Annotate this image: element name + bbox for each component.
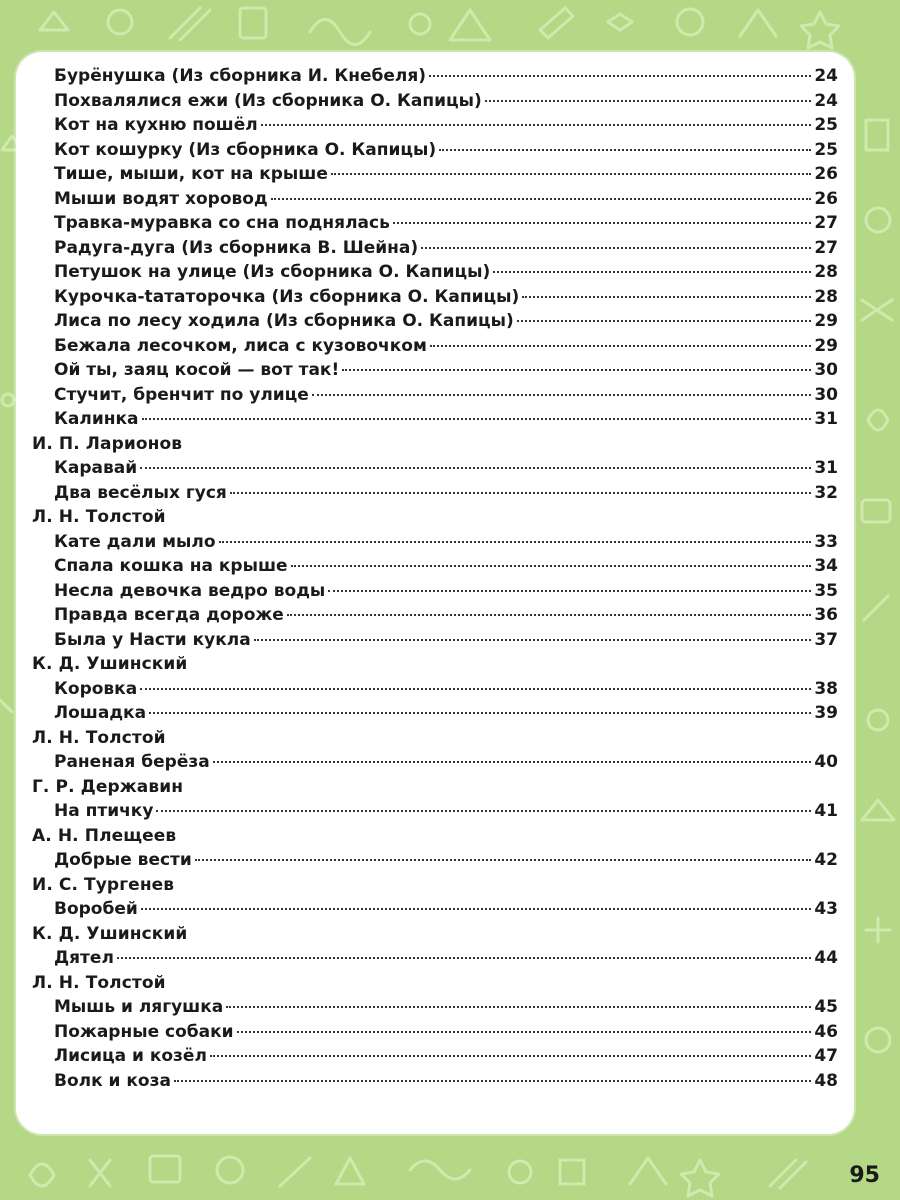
- toc-entry: [32, 164, 838, 189]
- toc-entry-title: Мышь и лягушка: [54, 997, 224, 1017]
- toc-entry-title: Лиса по лесу ходила (Из сборника О. Капицы): [54, 311, 514, 331]
- toc-entry-title: Бежала лесочком, лиса с кузовочком: [54, 335, 427, 356]
- toc-author-heading: [32, 434, 838, 459]
- toc-entry-page: 45: [814, 997, 838, 1017]
- toc-dot-leader: [195, 859, 812, 861]
- toc-entry: [32, 703, 838, 728]
- toc-entry: [32, 630, 838, 655]
- toc-author-name: К. Д. Ушинский: [32, 654, 188, 674]
- toc-entry: [32, 91, 838, 116]
- toc-entry-title: Была у Насти кукла: [54, 629, 251, 650]
- toc-entry-title: Кате дали мыло: [54, 531, 216, 552]
- toc-entry-page: 30: [814, 360, 838, 380]
- toc-entry-page: 36: [814, 605, 838, 625]
- toc-dot-leader: [142, 418, 812, 420]
- toc-dot-leader: [156, 810, 811, 812]
- toc-entry: [32, 66, 838, 91]
- toc-dot-leader: [271, 198, 812, 200]
- toc-entry-title: Кот кошурку (Из сборника О. Капицы): [54, 139, 437, 160]
- toc-dot-leader: [312, 394, 812, 396]
- toc-entry-title: Ой ты, заяц косой — вот так!: [54, 360, 340, 380]
- toc-dot-leader: [331, 173, 811, 175]
- toc-entry: [32, 801, 838, 826]
- toc-entry-title: Волк и коза: [54, 1070, 171, 1091]
- toc-entry-page: 46: [814, 1021, 838, 1042]
- toc-entry-title: Лошадка: [54, 703, 147, 723]
- toc-entry-page: 25: [814, 139, 838, 160]
- toc-entry-title: Добрые вести: [54, 850, 192, 870]
- toc-entry-title: Спала кошка на крыше: [54, 556, 288, 576]
- toc-entry: [32, 532, 838, 557]
- toc-author-heading: [32, 826, 838, 851]
- toc-entry: [32, 1046, 838, 1071]
- toc-entry-title: Радуга-дуга (Из сборника В. Шейна): [54, 237, 419, 258]
- toc-entry-title: Правда всегда дороже: [54, 605, 284, 625]
- toc-dot-leader: [230, 492, 811, 494]
- toc-author-name: Л. Н. Толстой: [32, 727, 166, 748]
- toc-dot-leader: [117, 957, 811, 959]
- toc-entry: [32, 997, 838, 1022]
- toc-entry: [32, 581, 838, 606]
- toc-dot-leader: [149, 712, 811, 714]
- toc-entry-page: 47: [814, 1046, 838, 1066]
- toc-dot-leader: [429, 75, 811, 77]
- toc-entry-page: 27: [814, 237, 838, 258]
- toc-entry: [32, 287, 838, 312]
- toc-entry-title: Раненая берёза: [54, 752, 210, 772]
- toc-dot-leader: [254, 639, 812, 641]
- toc-entry-page: 27: [814, 213, 838, 233]
- toc-entry: [32, 360, 838, 385]
- toc-dot-leader: [210, 1055, 811, 1057]
- toc-entry-title: Несла девочка ведро воды: [54, 580, 326, 601]
- toc-entry-title: Стучит, бренчит по улице: [54, 384, 309, 405]
- toc-entry: [32, 311, 838, 336]
- toc-dot-leader: [485, 100, 812, 102]
- toc-entry-page: 33: [814, 531, 838, 552]
- toc-dot-leader: [140, 688, 811, 690]
- toc-entry: [32, 899, 838, 924]
- toc-dot-leader: [522, 296, 811, 298]
- toc-dot-leader: [237, 1031, 812, 1033]
- toc-entry-page: 35: [814, 580, 838, 601]
- toc-entry-page: 43: [814, 899, 838, 919]
- toc-entry-title: Дятел: [54, 948, 114, 968]
- toc-entry: [32, 752, 838, 777]
- toc-entry-title: На птичку: [54, 801, 154, 821]
- toc-author-name: А. Н. Плещеев: [32, 825, 177, 846]
- toc-dot-leader: [430, 345, 811, 347]
- toc-entry-title: Курочка-tататорочка (Из сборника О. Капицы): [54, 286, 520, 307]
- toc-entry-page: 37: [814, 629, 838, 650]
- toc-dot-leader: [174, 1080, 811, 1082]
- toc-entry-page: 24: [814, 90, 838, 111]
- toc-entry-page: 28: [814, 286, 838, 307]
- toc-dot-leader: [517, 320, 812, 322]
- toc-entry-title: Кот на кухню пошёл: [54, 115, 258, 135]
- toc-entry: [32, 850, 838, 875]
- toc-entry: [32, 1022, 838, 1047]
- toc-entry-page: 34: [814, 556, 838, 576]
- table-of-contents: [32, 66, 838, 1095]
- toc-dot-leader: [439, 149, 811, 151]
- toc-entry-title: Мыши водят хоровод: [54, 188, 268, 209]
- toc-entry: [32, 262, 838, 287]
- toc-entry-title: Похвалялися ежи (Из сборника О. Капицы): [54, 90, 482, 111]
- toc-entry: [32, 140, 838, 165]
- toc-entry-page: 41: [814, 801, 838, 821]
- toc-author-heading: [32, 875, 838, 900]
- toc-entry-page: 31: [814, 409, 838, 429]
- toc-entry: [32, 458, 838, 483]
- page-number: 95: [849, 1163, 880, 1188]
- toc-entry-page: 40: [814, 752, 838, 772]
- toc-entry-title: Петушок на улице (Из сборника О. Капицы): [54, 262, 491, 282]
- toc-entry-title: Коровка: [54, 678, 138, 699]
- toc-dot-leader: [291, 565, 812, 567]
- toc-entry-page: 24: [814, 66, 838, 86]
- toc-entry: [32, 189, 838, 214]
- toc-dot-leader: [493, 271, 811, 273]
- toc-entry-page: 39: [814, 703, 838, 723]
- toc-author-name: К. Д. Ушинский: [32, 923, 188, 944]
- toc-entry: [32, 483, 838, 508]
- toc-entry: [32, 409, 838, 434]
- toc-author-heading: [32, 507, 838, 532]
- toc-entry-page: 28: [814, 262, 838, 282]
- toc-entry-title: Два весёлых гуся: [54, 482, 227, 503]
- toc-dot-leader: [287, 614, 812, 616]
- toc-author-heading: [32, 973, 838, 998]
- toc-dot-leader: [141, 908, 812, 910]
- toc-entry: [32, 679, 838, 704]
- toc-entry-title: Воробей: [54, 899, 138, 919]
- toc-author-name: И. П. Ларионов: [32, 433, 183, 454]
- toc-dot-leader: [328, 590, 811, 592]
- toc-entry-title: Пожарные собаки: [54, 1021, 234, 1042]
- toc-entry-title: Тише, мыши, кот на крыше: [54, 164, 328, 184]
- toc-author-heading: [32, 924, 838, 949]
- toc-entry: [32, 605, 838, 630]
- toc-entry: [32, 213, 838, 238]
- toc-entry-page: 30: [814, 384, 838, 405]
- toc-dot-leader: [226, 1006, 811, 1008]
- toc-author-name: Л. Н. Толстой: [32, 972, 166, 993]
- toc-author-heading: [32, 654, 838, 679]
- toc-entry-title: Травка-муравка со сна поднялась: [54, 213, 390, 233]
- toc-author-name: И. С. Тургенев: [32, 874, 175, 895]
- toc-author-name: Л. Н. Толстой: [32, 507, 166, 527]
- toc-entry: [32, 556, 838, 581]
- toc-dot-leader: [219, 541, 812, 543]
- toc-entry-page: 25: [814, 115, 838, 135]
- toc-entry-title: Бурёнушка (Из сборника И. Кнебеля): [54, 66, 427, 86]
- toc-author-name: Г. Р. Державин: [32, 776, 184, 797]
- toc-entry: [32, 115, 838, 140]
- toc-entry-page: 32: [814, 482, 838, 503]
- toc-dot-leader: [261, 124, 812, 126]
- toc-author-heading: [32, 777, 838, 802]
- toc-entry: [32, 336, 838, 361]
- toc-entry-page: 38: [814, 678, 838, 699]
- toc-dot-leader: [342, 369, 811, 371]
- toc-entry-page: 26: [814, 188, 838, 209]
- toc-dot-leader: [421, 247, 811, 249]
- toc-entry-page: 31: [814, 458, 838, 478]
- toc-entry-page: 29: [814, 311, 838, 331]
- toc-entry-page: 48: [814, 1070, 838, 1091]
- toc-entry: [32, 238, 838, 263]
- toc-entry-title: Лисица и козёл: [54, 1046, 207, 1066]
- toc-dot-leader: [213, 761, 812, 763]
- toc-dot-leader: [393, 222, 812, 224]
- toc-entry-page: 26: [814, 164, 838, 184]
- toc-entry-title: Калинка: [54, 409, 139, 429]
- toc-entry: [32, 1071, 838, 1096]
- toc-entry: [32, 948, 838, 973]
- toc-dot-leader: [140, 467, 811, 469]
- toc-entry-page: 42: [814, 850, 838, 870]
- toc-entry-page: 44: [814, 948, 838, 968]
- toc-author-heading: [32, 728, 838, 753]
- toc-entry-page: 29: [814, 335, 838, 356]
- toc-entry: [32, 385, 838, 410]
- toc-entry-title: Каравай: [54, 458, 138, 478]
